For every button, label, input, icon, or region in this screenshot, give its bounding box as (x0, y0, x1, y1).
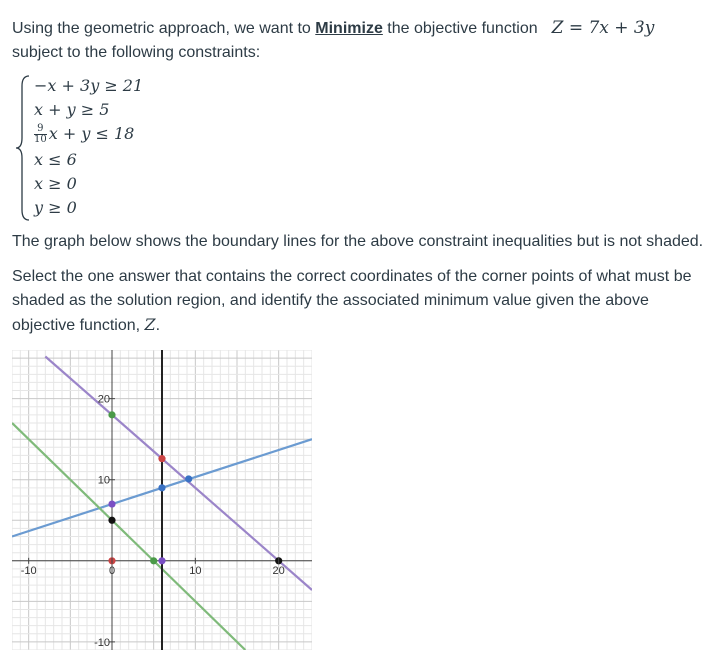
constraint-2: x + y ≥ 5 (34, 100, 110, 119)
constraint-1: −x + 3y ≥ 21 (34, 76, 144, 95)
corner-point-5 (108, 500, 115, 507)
x-tick-label: 20 (272, 564, 285, 577)
y-tick-label: 10 (97, 474, 110, 487)
corner-point-9 (158, 557, 165, 564)
boundary-lines (12, 350, 312, 650)
instruction-end: . (155, 317, 161, 334)
corner-point-3 (158, 484, 165, 491)
corner-point-4 (185, 475, 192, 482)
intro-line2: subject to the following constraints: (12, 44, 261, 61)
y-tick-label: -10 (94, 636, 110, 649)
x-tick-label: 10 (189, 564, 202, 577)
corner-point-1 (108, 411, 115, 418)
constraint-system (14, 74, 194, 222)
x-tick-label: -10 (20, 564, 37, 577)
constraint-6: y ≥ 0 (34, 198, 77, 217)
corner-point-6 (108, 517, 115, 524)
y-tick-label: 20 (97, 393, 110, 406)
corner-point-2 (158, 455, 165, 462)
constraint-4: x ≤ 6 (34, 150, 77, 169)
left-brace (14, 74, 32, 222)
intro-text-after: the objective function (382, 20, 538, 37)
intro-text: Using the geometric approach, we want to (12, 20, 316, 37)
minimize-emphasis: Minimize (315, 20, 383, 37)
fraction-9-10: $\frac{9}{10}$ (34, 123, 47, 145)
constraint-3: $\frac{9}{10}$ x + y ≤ 18 (34, 123, 135, 145)
x-tick-label: 0 (108, 564, 116, 577)
instruction-var: Z (144, 315, 156, 334)
constraint-graph (12, 350, 312, 650)
question-intro (12, 16, 706, 65)
objective-function: Z = 7x + 3y (551, 18, 655, 38)
constraint-5: x ≥ 0 (34, 174, 77, 193)
instruction-text: Select the one answer that contains the correct coordinates of the corner points of what must be shaded as the solution region, and identify the associated minimum value given the above objective function, (12, 268, 692, 334)
corner-point-8 (150, 557, 157, 564)
graph-note: The graph below shows the boundary lines for the above constraint inequalities but is not shaded. (12, 233, 704, 250)
instruction (12, 265, 706, 338)
